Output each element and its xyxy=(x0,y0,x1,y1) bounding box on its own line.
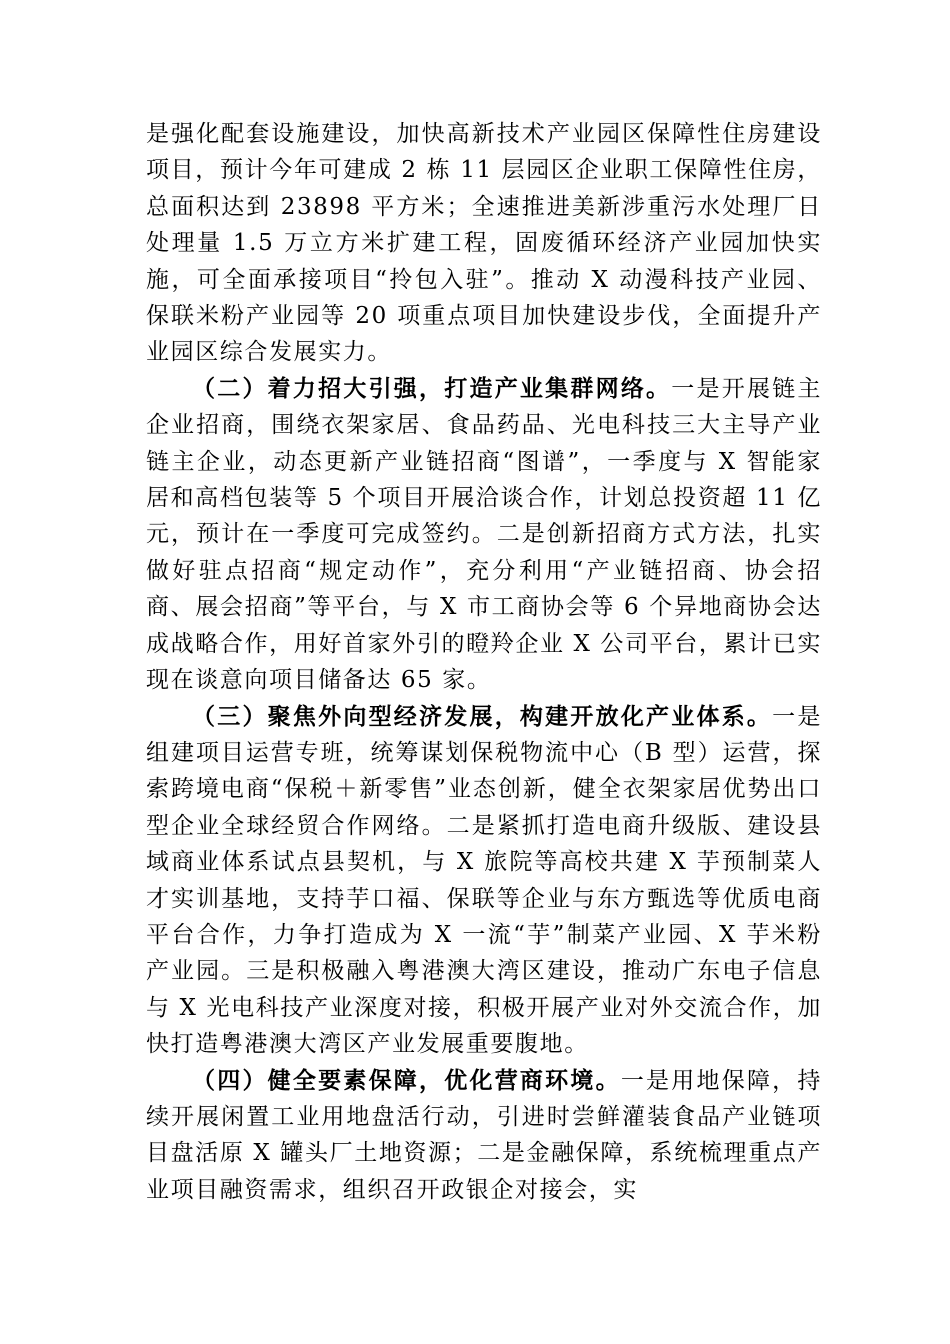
paragraph-section-2 xyxy=(146,371,822,699)
paragraph-text: 一是组建项目运营专班，统筹谋划保税物流中心（B 型）运营，探索跨境电商“保税＋新零售”业态创新，健全衣架家居优势出口型企业全球经贸合作网络。二是紧抓打造电商升级版、建设县域商业体系试点县契机，与 X 旅院等高校共建 X 芋预制菜人才实训基地，支持芋口福、保联等企业与东方甄选等优质电商平台合作，力争打造成为 X 一流“芋”制菜产业园、X 芋米粉产业园。三是积极融入粤港澳大湾区建设，推动广东电子信息与 X 光电科技产业深度对接，积极开展产业对外交流合作，加快打造粤港澳大湾区产业发展重要腹地。 xyxy=(146,703,822,1058)
paragraph-continuation xyxy=(146,116,822,371)
paragraph-text: 一是用地保障，持续开展闲置工业用地盘活行动，引进时尝鲜灌装食品产业链项目盘活原 X 罐头厂土地资源；二是金融保障，系统梳理重点产业项目融资需求，组织召开政银企对接会，实 xyxy=(146,1067,822,1203)
paragraph-text: 是强化配套设施建设，加快高新技术产业园区保障性住房建设项目，预计今年可建成 2 栋 11 层园区企业职工保障性住房，总面积达到 23898 平方米；全速推进美新涉重污水处理厂日处理量 1.5 万立方米扩建工程，固废循环经济产业园加快实施，可全面承接项目“拎包入驻”。推动 X 动漫科技产业园、保联米粉产业园等 20 项重点项目加快建设步伐，全面提升产业园区综合发展实力。 xyxy=(146,121,822,366)
section-heading: （二）着力招大引强，打造产业集群网络。 xyxy=(192,375,672,402)
section-heading: （四）健全要素保障，优化营商环境。 xyxy=(192,1067,621,1094)
paragraph-section-3 xyxy=(146,699,822,1063)
paragraph-section-4 xyxy=(146,1063,822,1209)
section-heading: （三）聚焦外向型经济发展，构建开放化产业体系。 xyxy=(192,703,773,730)
paragraph-text: 一是开展链主企业招商，围绕衣架家居、食品药品、光电科技三大主导产业链主企业，动态更新产业链招商“图谱”，一季度与 X 智能家居和高档包装等 5 个项目开展洽谈合作，计划总投资超 11 亿元，预计在一季度可完成签约。二是创新招商方式方法，扎实做好驻点招商“规定动作”，充分利用“产业链招商、协会招商、展会招商”等平台，与 X 市工商协会等 6 个异地商协会达成战略合作，用好首家外引的瞪羚企业 X 公司平台，累计已实现在谈意向项目储备达 65 家。 xyxy=(146,375,822,694)
document-body xyxy=(146,116,822,1208)
